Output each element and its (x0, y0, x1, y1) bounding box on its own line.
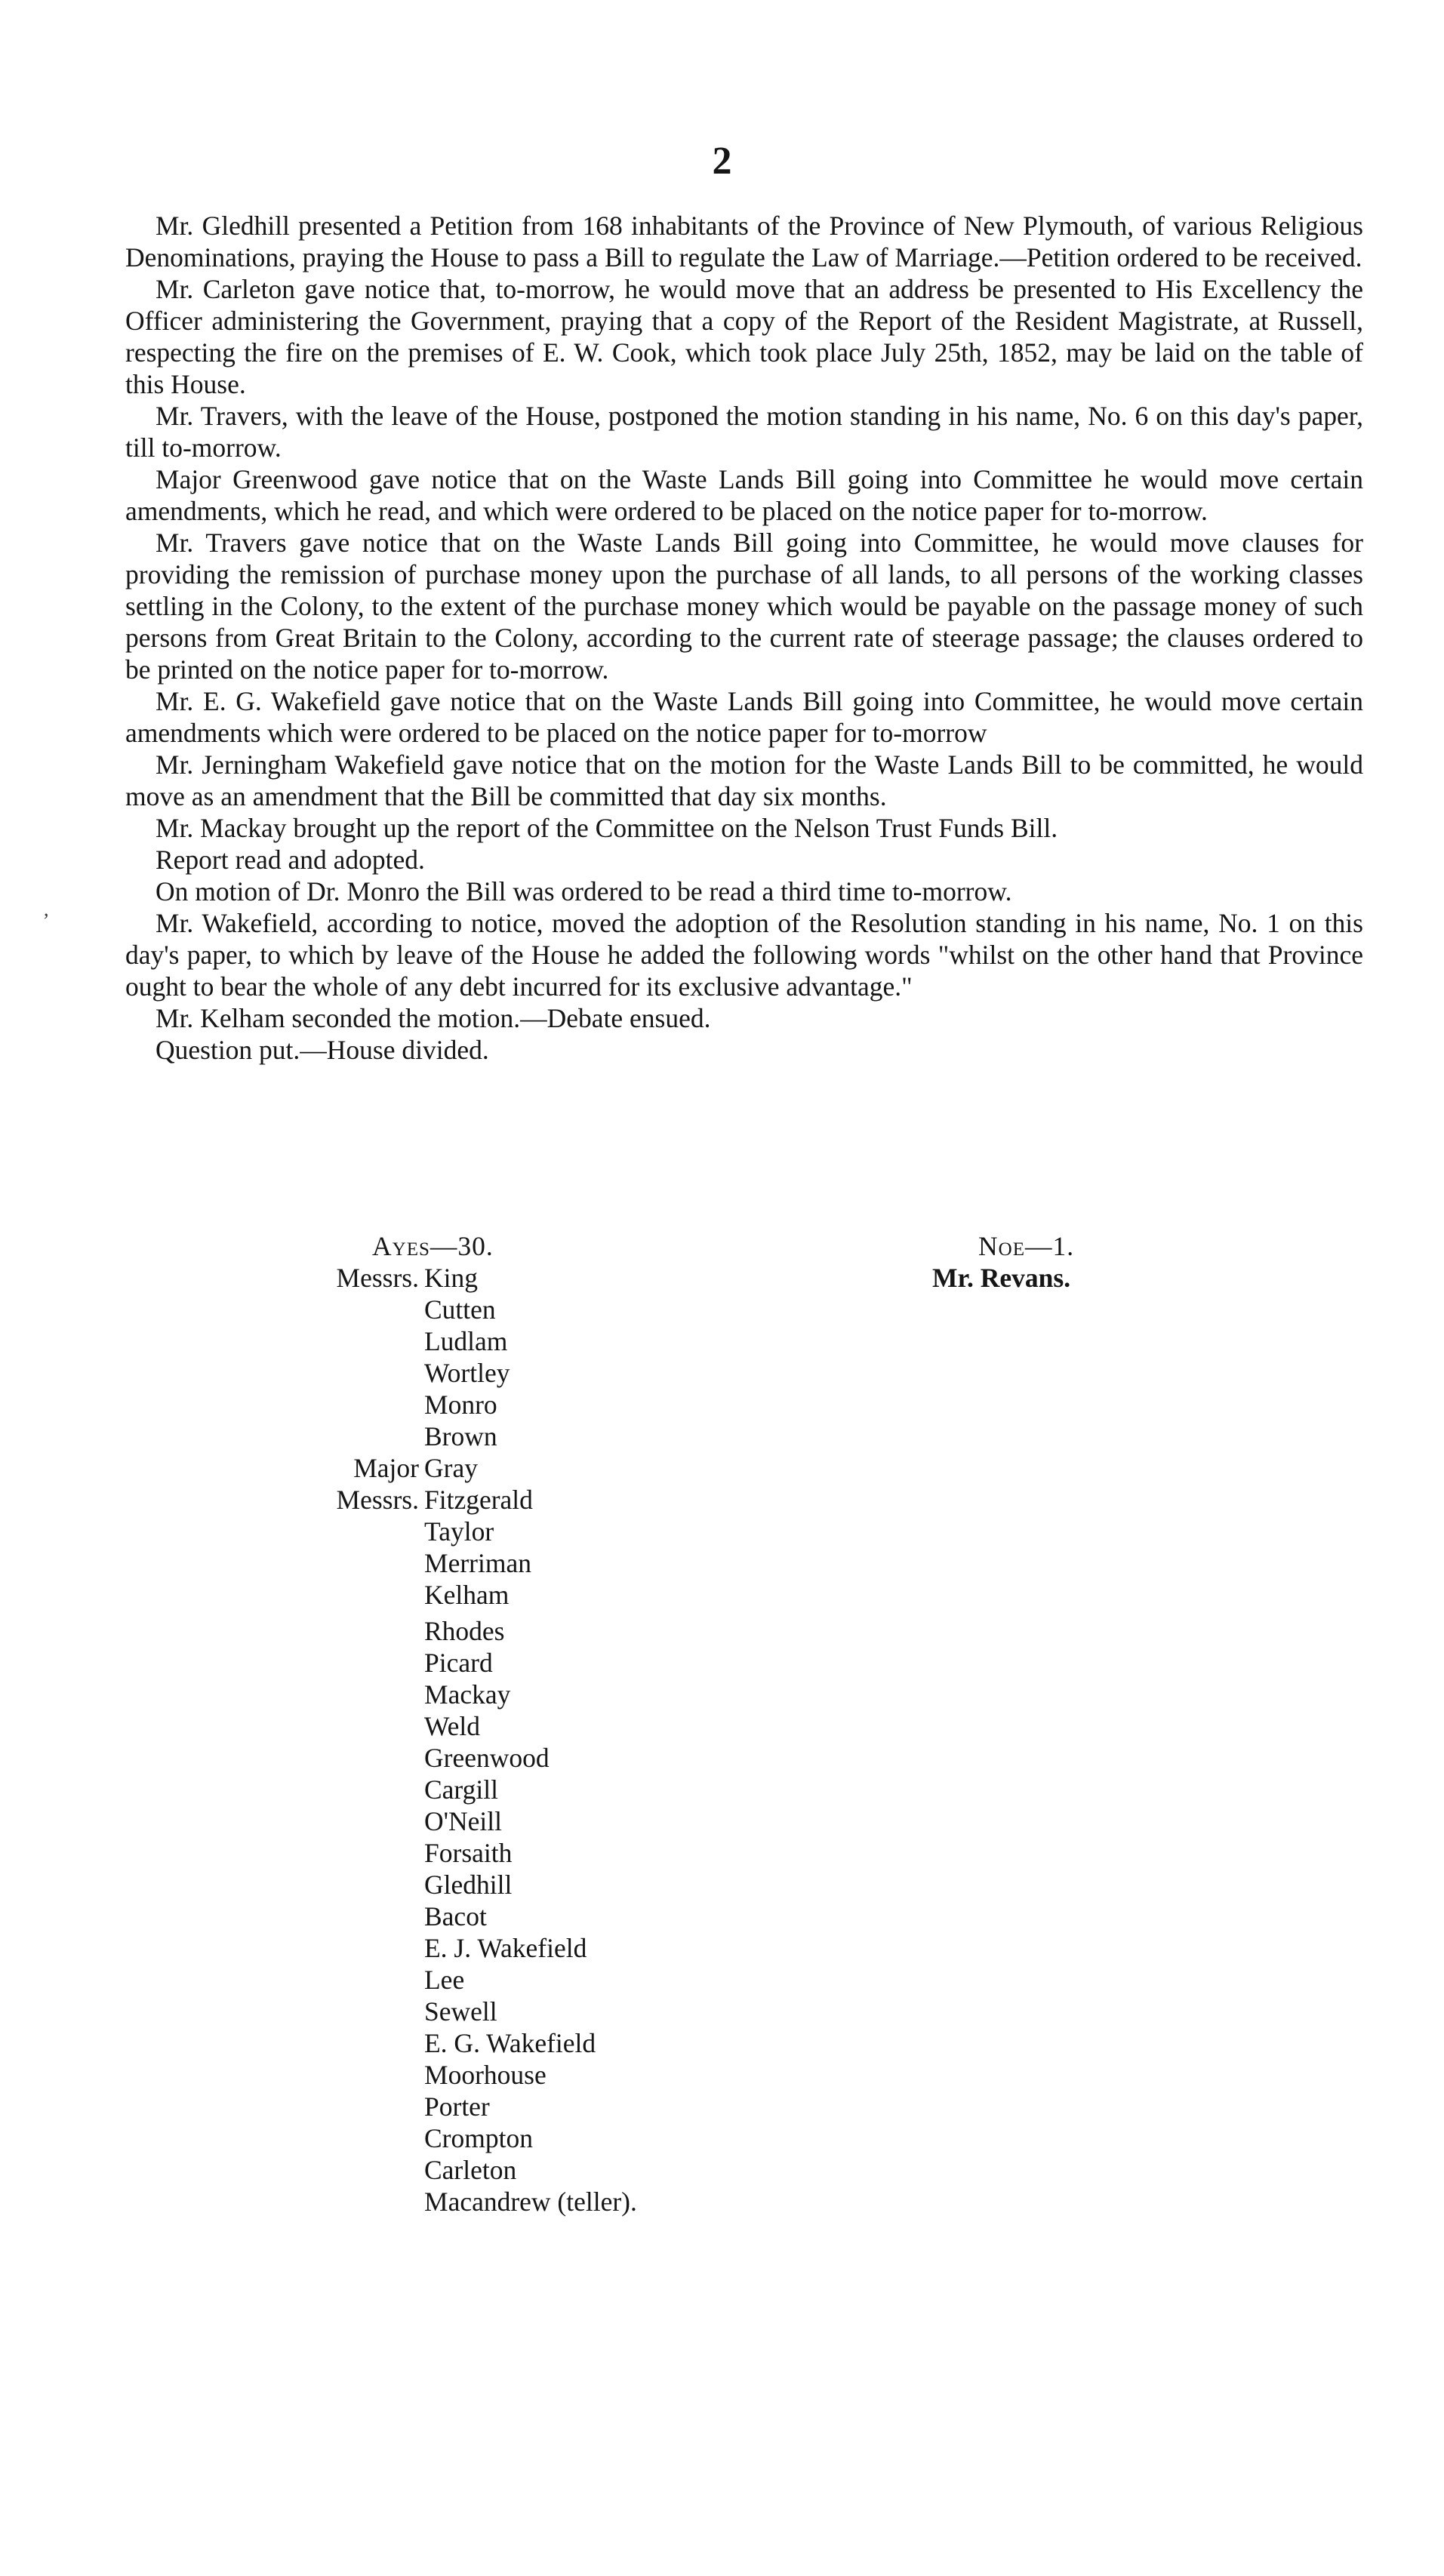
paragraph-monro-motion: On motion of Dr. Monro the Bill was ordered to be read a third time to-morrow. (155, 876, 1012, 906)
member-name: Bacot (424, 1901, 487, 1931)
aye-member (317, 2186, 845, 2217)
noe-member: Mr. Revans. (932, 1263, 1071, 1293)
paragraph-mackay-report: Mr. Mackay brought up the report of the Committee on the Nelson Trust Funds Bill. (155, 813, 1058, 843)
member-name: Carleton (424, 2155, 517, 2185)
aye-member (317, 1615, 845, 1647)
aye-member (317, 2122, 845, 2154)
member-name: Taylor (424, 1516, 494, 1547)
aye-member (317, 1900, 845, 1932)
paragraph-kelham-seconded: Mr. Kelham seconded the motion.—Debate ensued. (155, 1003, 711, 1033)
noes-list (932, 1262, 1070, 1294)
member-name: Kelham (424, 1580, 510, 1610)
aye-member (317, 2027, 845, 2059)
paragraph-carleton-notice: Mr. Carleton gave notice that, to-morrow, he would move that an address be presented to His Excellency the Officer administering the Government, praying that a copy of the Report of the Resident Magistrate, at Russell, respecting the fire on the premises of E. W. Cook, which took place July 25th, 1852, may be laid on the table of this House. (125, 274, 1363, 399)
noes-heading: Noe—1. (978, 1231, 1075, 1261)
aye-member (317, 1579, 845, 1611)
member-name: Mackay (424, 1679, 511, 1710)
aye-member (317, 1647, 845, 1679)
ayes-list (317, 1262, 845, 2217)
stray-ink-mark: , (44, 898, 49, 920)
member-name: Picard (424, 1648, 493, 1678)
paragraph-question-put: Question put.—House divided. (155, 1035, 489, 1065)
aye-member (317, 1774, 845, 1805)
aye-member (317, 1869, 845, 1900)
member-name: Lee (424, 1965, 465, 1995)
aye-member (317, 1262, 845, 1294)
member-name: Porter (424, 2091, 490, 2122)
aye-member (317, 1710, 845, 1742)
member-name: Gray (424, 1453, 478, 1483)
member-name: Weld (424, 1711, 481, 1741)
aye-member (317, 1484, 845, 1516)
member-name: Sewell (424, 1996, 497, 2027)
aye-member (317, 1932, 845, 1964)
member-name: Monro (424, 1390, 497, 1420)
aye-member (317, 1357, 845, 1389)
member-name: King (424, 1263, 478, 1293)
member-name: Moorhouse (424, 2060, 547, 2090)
paragraph-greenwood-notice: Major Greenwood gave notice that on the Waste Lands Bill going into Committee he would move certain amendments, which he read, and which were ordered to be placed on the notice paper for to-morrow. (125, 464, 1363, 526)
aye-member (317, 1325, 845, 1357)
paragraph-report-adopted: Report read and adopted. (155, 845, 425, 875)
member-name: O'Neill (424, 1806, 503, 1836)
member-name: E. G. Wakefield (424, 2028, 596, 2058)
member-name: E. J. Wakefield (424, 1933, 587, 1963)
member-name: Cargill (424, 1774, 498, 1805)
aye-member (317, 1996, 845, 2027)
member-name: Crompton (424, 2123, 533, 2153)
aye-member (317, 1420, 845, 1452)
division-list (0, 1230, 1444, 2302)
aye-member (317, 1547, 845, 1579)
aye-member (317, 2154, 845, 2186)
member-name: Greenwood (424, 1743, 550, 1773)
member-title: Messrs. (336, 1485, 419, 1515)
proceedings-text (125, 210, 1363, 1066)
member-name: Cutten (424, 1294, 496, 1325)
aye-member (317, 2059, 845, 2091)
member-name: Forsaith (424, 1838, 513, 1868)
member-name: Rhodes (424, 1616, 505, 1646)
member-name: Wortley (424, 1358, 510, 1388)
aye-member (317, 1964, 845, 1996)
aye-member (317, 1805, 845, 1837)
paragraph-travers-clauses: Mr. Travers gave notice that on the Waste Lands Bill going into Committee, he would move clauses for providing the remission of purchase money upon the purchase of all lands, to all persons of the working classes settling in the Colony, to the extent of the purchase money which would be payable on the passage money of such persons from Great Britain to the Colony, according to the current rate of steerage passage; the clauses ordered to be printed on the notice paper for to-morrow. (125, 528, 1363, 685)
member-title: Major (353, 1453, 419, 1483)
ayes-heading: Ayes—30. (372, 1231, 494, 1261)
paragraph-travers-postponed: Mr. Travers, with the leave of the House, postponed the motion standing in his name, No. 6 on this day's paper, till to-morrow. (125, 401, 1363, 463)
member-name: Merriman (424, 1548, 531, 1578)
aye-member (317, 1679, 845, 1710)
aye-member (317, 1742, 845, 1774)
aye-member (317, 1389, 845, 1420)
paragraph-jerningham-wakefield-notice: Mr. Jerningham Wakefield gave notice that on the motion for the Waste Lands Bill to be committed, he would move as an amendment that the Bill be committed that day six months. (125, 749, 1363, 811)
page-number: 2 (712, 140, 732, 183)
aye-member (317, 2091, 845, 2122)
member-name: Macandrew (teller). (424, 2187, 637, 2217)
paragraph-wakefield-resolution: Mr. Wakefield, according to notice, moved the adoption of the Resolution standing in his name, No. 1 on this day's paper, to which by leave of the House he added the following words "whilst on the other hand that Province ought to bear the whole of any debt incurred for its exclusive advantage." (125, 908, 1363, 1002)
aye-member (317, 1452, 845, 1484)
aye-member (317, 1516, 845, 1547)
paragraph-gledhill-petition: Mr. Gledhill presented a Petition from 168 inhabitants of the Province of New Plymouth, of various Religious Denominations, praying the House to pass a Bill to regulate the Law of Marriage.—Petition ordered to be received. (125, 211, 1363, 272)
member-title: Messrs. (336, 1263, 419, 1293)
member-name: Fitzgerald (424, 1485, 533, 1515)
paragraph-eg-wakefield-notice: Mr. E. G. Wakefield gave notice that on the Waste Lands Bill going into Committee, he would move certain amendments which were ordered to be placed on the notice paper for to-morrow (125, 686, 1363, 748)
aye-member (317, 1837, 845, 1869)
aye-member (317, 1294, 845, 1325)
member-name: Brown (424, 1421, 497, 1451)
member-name: Gledhill (424, 1870, 513, 1900)
member-name: Ludlam (424, 1326, 508, 1356)
